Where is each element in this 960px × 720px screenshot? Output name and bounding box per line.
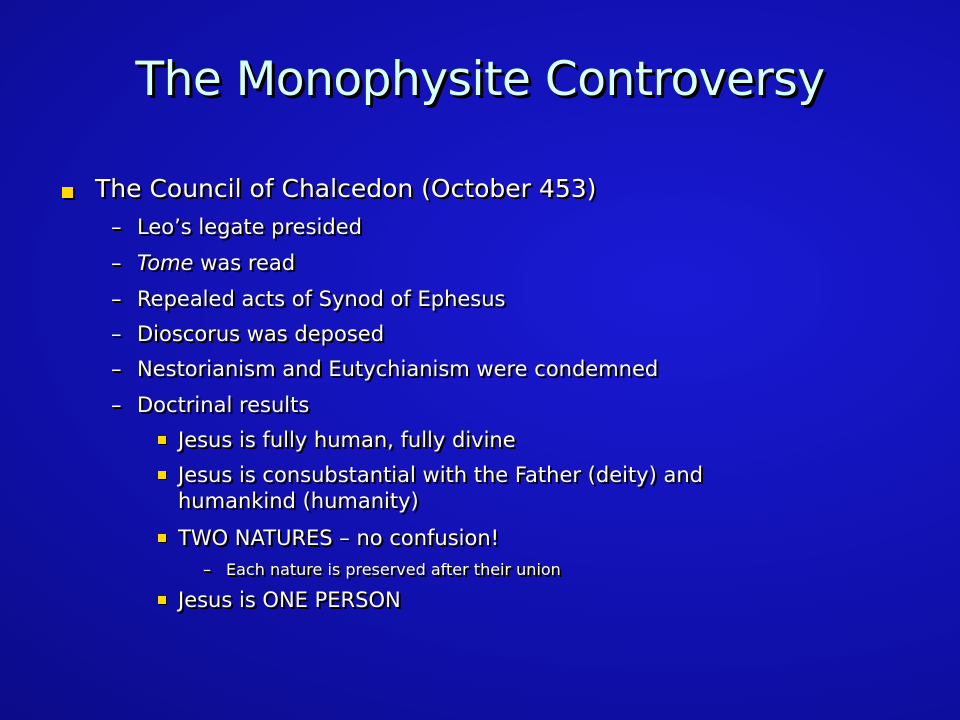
dash-bullet-icon: – bbox=[111, 357, 122, 381]
result-item: Jesus is consubstantial with the Father (deity) and bbox=[178, 463, 703, 487]
square-bullet-icon bbox=[158, 534, 166, 542]
result-item: TWO NATURES – no confusion! bbox=[178, 526, 500, 550]
dash-bullet-icon: – bbox=[203, 560, 211, 579]
slide-title: The Monophysite Controversy bbox=[135, 52, 825, 107]
sub-item: Repealed acts of Synod of Ephesus bbox=[137, 287, 506, 311]
italic-title: Tome bbox=[137, 251, 194, 275]
sub-item-rest: was read bbox=[200, 251, 296, 275]
sub-item: Dioscorus was deposed bbox=[137, 322, 385, 346]
dash-bullet-icon: – bbox=[111, 393, 122, 417]
result-item: Jesus is fully human, fully divine bbox=[178, 428, 516, 452]
sub-item: Nestorianism and Eutychianism were condemned bbox=[137, 357, 659, 381]
square-bullet-icon bbox=[158, 596, 166, 604]
dash-bullet-icon: – bbox=[111, 215, 122, 239]
dash-bullet-icon: – bbox=[111, 322, 122, 346]
sub-item: Leo’s legate presided bbox=[137, 215, 362, 239]
result-item: Jesus is ONE PERSON bbox=[178, 588, 401, 612]
sub-item: Doctrinal results bbox=[137, 393, 310, 417]
nested-note: Each nature is preserved after their union bbox=[226, 560, 561, 579]
dash-bullet-icon: – bbox=[111, 251, 122, 275]
result-item-continued: humankind (humanity) bbox=[178, 489, 419, 513]
sub-item bbox=[137, 251, 295, 275]
dash-bullet-icon: – bbox=[111, 287, 122, 311]
heading-item: The Council of Chalcedon (October 453) bbox=[95, 174, 597, 203]
square-bullet-icon bbox=[62, 187, 73, 198]
square-bullet-icon bbox=[158, 436, 166, 444]
square-bullet-icon bbox=[158, 471, 166, 479]
